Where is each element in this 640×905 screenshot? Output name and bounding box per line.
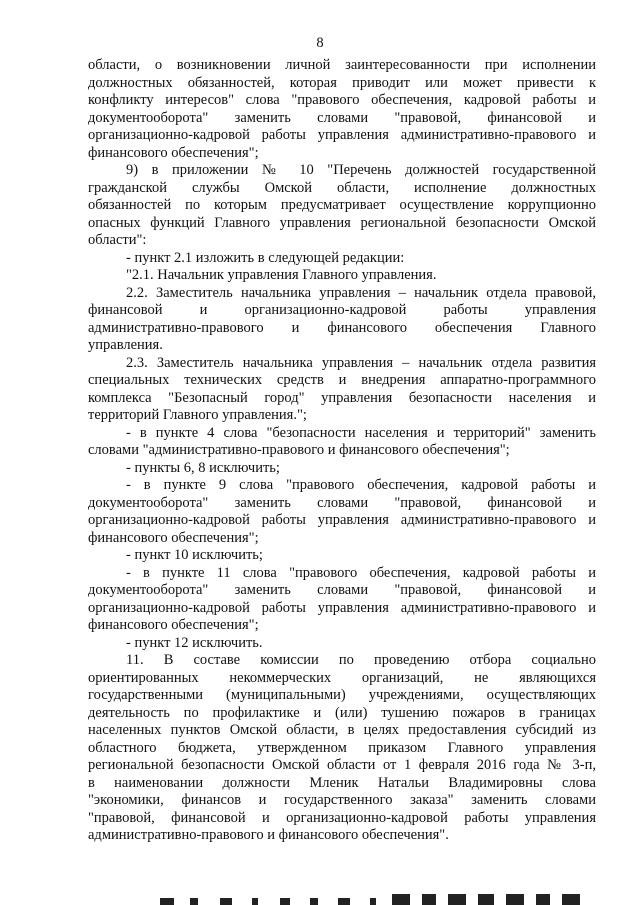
text-line: специальных технических средств и внедрения аппаратно-программного — [88, 372, 596, 388]
text-line: области, о возникновении личной заинтересованности при исполнении — [88, 57, 596, 73]
text-line: опасных функций Главного управления региональной безопасности Омской — [88, 214, 596, 231]
text-line: "экономики, финансов и государственного заказа" заменить словами — [88, 792, 596, 808]
text-line: административно-правового и финансового обеспечения Главного — [88, 319, 596, 336]
text-line: - в пункте 9 слова "правового обеспечения, кадровой работы и — [126, 477, 596, 493]
text-line: документооборота" заменить словами "правовой, финансовой и — [88, 109, 596, 126]
text-line: в наименовании должности Мленик Натальи Владимировны слова — [88, 774, 596, 791]
text-line: должностных обязанностей, которая приводит или может привести к — [88, 74, 596, 91]
text-line: обязанностей по которым предусматривает осуществление коррупционно — [88, 197, 596, 213]
text-line: финансового обеспечения"; — [88, 529, 259, 546]
text-line: финансового обеспечения"; — [88, 144, 259, 161]
text-line: комплекса "Безопасный город" управления безопасности населения и — [88, 389, 596, 406]
text-line: организационно-кадровой работы управления административно-правового и — [88, 127, 596, 143]
text-line: 2.2. Заместитель начальника управления – начальник отдела правовой, — [126, 284, 596, 301]
text-line: деятельность по профилактике и (или) тушению пожаров в границах — [88, 704, 596, 721]
text-line: - в пункте 11 слова "правового обеспечения, кадровой работы и — [126, 564, 596, 581]
text-line: 9) в приложении № 10 "Перечень должностей государственной — [126, 162, 596, 178]
text-line: административно-правового и финансового обеспечения". — [88, 827, 449, 843]
text-line: управления. — [88, 337, 163, 353]
text-line: гражданской службы Омской области, исполнение должностных — [88, 179, 596, 196]
text-line: населенных пунктов Омской области, в целях предоставления субсидий из — [88, 722, 596, 738]
text-line: - пункт 2.1 изложить в следующей редакции: — [126, 249, 405, 266]
text-line: - в пункте 4 слова "безопасности населения и территорий" заменить — [126, 424, 596, 441]
text-line: региональной безопасности Омской области от 1 февраля 2016 года № 3-п, — [88, 757, 596, 773]
text-line: "2.1. Начальник управления Главного управления. — [126, 267, 437, 283]
text-line: - пункт 12 исключить. — [126, 634, 263, 651]
text-line: 11. В составе комиссии по проведению отбора социально — [126, 652, 596, 668]
text-line: территорий Главного управления."; — [88, 407, 307, 423]
page-number: 8 — [316, 35, 324, 51]
text-line: финансового обеспечения"; — [88, 617, 259, 633]
text-line: конфликту интересов" слова "правового обеспечения, кадровой работы и — [88, 92, 596, 108]
text-line: организационно-кадровой работы управления административно-правового и — [88, 512, 596, 528]
text-line: словами "административно-правового и финансового обеспечения"; — [88, 442, 510, 458]
text-line: ориентированных некоммерческих организаций, не являющихся — [88, 669, 596, 686]
text-line: - пункт 10 исключить; — [126, 547, 263, 563]
text-line: организационно-кадровой работы управления административно-правового и — [88, 599, 596, 616]
text-line: областного бюджета, утвержденном приказом Главного управления — [88, 739, 596, 756]
text-line: - пункты 6, 8 исключить; — [126, 459, 280, 476]
bottom-edge-artifact — [160, 892, 590, 905]
text-line: "правовой, финансовой и организационно-кадровой работы управления — [88, 809, 596, 826]
text-line: государственными (муниципальными) учреждениями, осуществляющих — [88, 687, 596, 703]
text-line: документооборота" заменить словами "правовой, финансовой и — [88, 582, 596, 598]
text-line: финансовой и организационно-кадровой работы управления — [88, 302, 596, 318]
text-line: документооборота" заменить словами "правовой, финансовой и — [88, 494, 596, 511]
text-line: области": — [88, 232, 147, 248]
document-body — [88, 57, 596, 845]
text-line: 2.3. Заместитель начальника управления – начальник отдела развития — [126, 354, 596, 371]
